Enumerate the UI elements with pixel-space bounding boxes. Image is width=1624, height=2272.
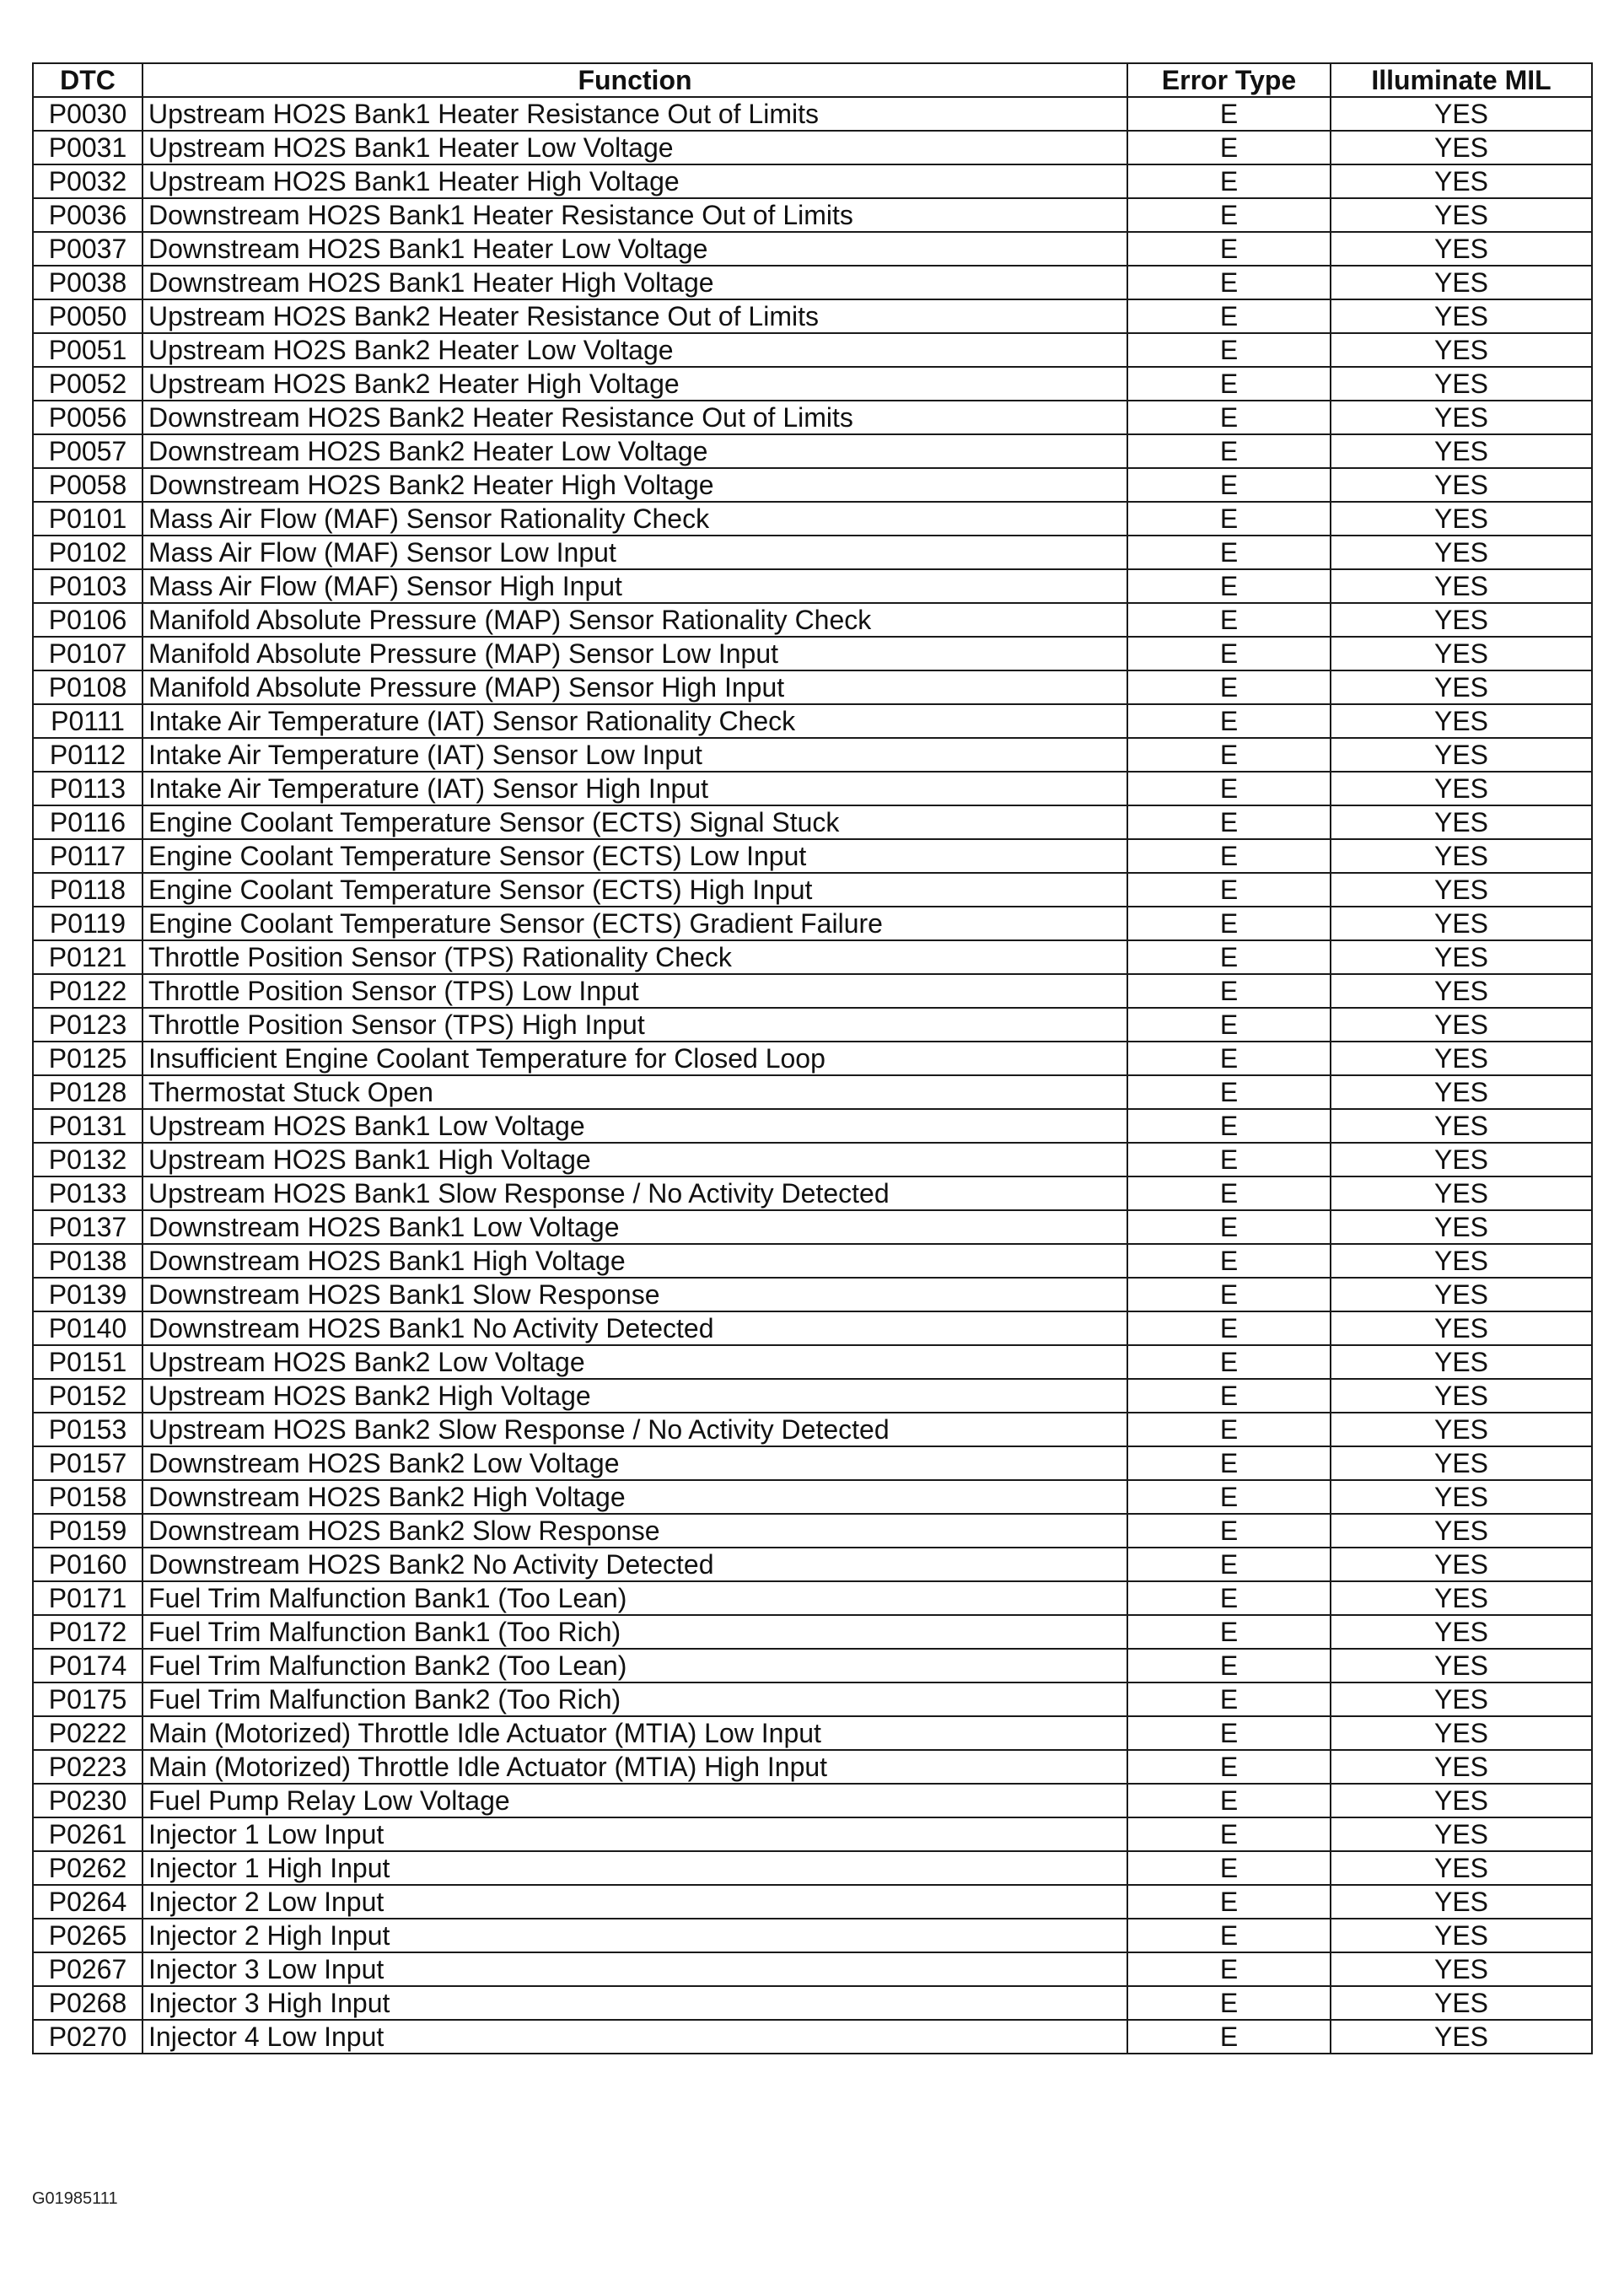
table-row (33, 266, 1592, 299)
dtc-cell: P0113 (33, 772, 143, 805)
header-dtc: DTC (33, 63, 143, 97)
dtc-cell: P0116 (33, 805, 143, 839)
header-function: Function (143, 63, 1127, 97)
illuminate-mil-cell: YES (1331, 1548, 1592, 1581)
illuminate-mil-cell: YES (1331, 1244, 1592, 1278)
table-row (33, 1278, 1592, 1311)
illuminate-mil-cell: YES (1331, 1109, 1592, 1143)
dtc-cell: P0131 (33, 1109, 143, 1143)
illuminate-mil-cell: YES (1331, 1919, 1592, 1952)
dtc-cell: P0157 (33, 1446, 143, 1480)
table-row (33, 1817, 1592, 1851)
function-cell: Fuel Trim Malfunction Bank1 (Too Lean) (143, 1581, 1127, 1615)
table-row (33, 1784, 1592, 1817)
function-cell: Downstream HO2S Bank2 Low Voltage (143, 1446, 1127, 1480)
error-type-cell: E (1127, 1278, 1331, 1311)
error-type-cell: E (1127, 401, 1331, 434)
function-cell: Engine Coolant Temperature Sensor (ECTS) Signal Stuck (143, 805, 1127, 839)
dtc-cell: P0030 (33, 97, 143, 131)
illuminate-mil-cell: YES (1331, 603, 1592, 637)
error-type-cell: E (1127, 1446, 1331, 1480)
dtc-cell: P0151 (33, 1345, 143, 1379)
dtc-cell: P0125 (33, 1042, 143, 1075)
dtc-cell: P0137 (33, 1210, 143, 1244)
illuminate-mil-cell: YES (1331, 873, 1592, 907)
error-type-cell: E (1127, 1817, 1331, 1851)
table-row (33, 434, 1592, 468)
table-row (33, 1649, 1592, 1682)
error-type-cell: E (1127, 333, 1331, 367)
illuminate-mil-cell: YES (1331, 198, 1592, 232)
error-type-cell: E (1127, 1042, 1331, 1075)
error-type-cell: E (1127, 569, 1331, 603)
function-cell: Downstream HO2S Bank1 No Activity Detected (143, 1311, 1127, 1345)
table-row (33, 1750, 1592, 1784)
figure-id: G01985111 (32, 2189, 118, 2208)
function-cell: Main (Motorized) Throttle Idle Actuator (MTIA) High Input (143, 1750, 1127, 1784)
dtc-cell: P0101 (33, 502, 143, 536)
table-row (33, 198, 1592, 232)
error-type-cell: E (1127, 1716, 1331, 1750)
table-row (33, 805, 1592, 839)
table-row (33, 1716, 1592, 1750)
function-cell: Downstream HO2S Bank1 Low Voltage (143, 1210, 1127, 1244)
illuminate-mil-cell: YES (1331, 164, 1592, 198)
illuminate-mil-cell: YES (1331, 907, 1592, 940)
error-type-cell: E (1127, 1851, 1331, 1885)
dtc-cell: P0140 (33, 1311, 143, 1345)
function-cell: Engine Coolant Temperature Sensor (ECTS) Low Input (143, 839, 1127, 873)
table-header-row (33, 63, 1592, 97)
function-cell: Upstream HO2S Bank2 High Voltage (143, 1379, 1127, 1413)
table-row (33, 299, 1592, 333)
dtc-table (32, 62, 1593, 2054)
table-row (33, 536, 1592, 569)
dtc-cell: P0267 (33, 1952, 143, 1986)
error-type-cell: E (1127, 1615, 1331, 1649)
illuminate-mil-cell: YES (1331, 974, 1592, 1008)
illuminate-mil-cell: YES (1331, 738, 1592, 772)
dtc-cell: P0174 (33, 1649, 143, 1682)
dtc-cell: P0038 (33, 266, 143, 299)
function-cell: Fuel Trim Malfunction Bank2 (Too Lean) (143, 1649, 1127, 1682)
table-row (33, 232, 1592, 266)
error-type-cell: E (1127, 164, 1331, 198)
dtc-cell: P0032 (33, 164, 143, 198)
dtc-cell: P0261 (33, 1817, 143, 1851)
dtc-cell: P0103 (33, 569, 143, 603)
table-row (33, 1345, 1592, 1379)
function-cell: Injector 3 Low Input (143, 1952, 1127, 1986)
function-cell: Downstream HO2S Bank2 Slow Response (143, 1514, 1127, 1548)
function-cell: Throttle Position Sensor (TPS) Low Input (143, 974, 1127, 1008)
table-row (33, 1480, 1592, 1514)
function-cell: Upstream HO2S Bank2 Heater Resistance Out of Limits (143, 299, 1127, 333)
function-cell: Main (Motorized) Throttle Idle Actuator (MTIA) Low Input (143, 1716, 1127, 1750)
dtc-cell: P0118 (33, 873, 143, 907)
table-row (33, 131, 1592, 164)
function-cell: Intake Air Temperature (IAT) Sensor Rationality Check (143, 704, 1127, 738)
table-row (33, 1952, 1592, 1986)
error-type-cell: E (1127, 670, 1331, 704)
dtc-cell: P0122 (33, 974, 143, 1008)
dtc-cell: P0119 (33, 907, 143, 940)
dtc-cell: P0112 (33, 738, 143, 772)
table-row (33, 704, 1592, 738)
function-cell: Upstream HO2S Bank2 Heater Low Voltage (143, 333, 1127, 367)
function-cell: Downstream HO2S Bank1 Heater Low Voltage (143, 232, 1127, 266)
illuminate-mil-cell: YES (1331, 1851, 1592, 1885)
function-cell: Throttle Position Sensor (TPS) High Input (143, 1008, 1127, 1042)
error-type-cell: E (1127, 198, 1331, 232)
error-type-cell: E (1127, 1581, 1331, 1615)
error-type-cell: E (1127, 1548, 1331, 1581)
dtc-cell: P0158 (33, 1480, 143, 1514)
illuminate-mil-cell: YES (1331, 1514, 1592, 1548)
dtc-cell: P0223 (33, 1750, 143, 1784)
function-cell: Thermostat Stuck Open (143, 1075, 1127, 1109)
illuminate-mil-cell: YES (1331, 637, 1592, 670)
function-cell: Engine Coolant Temperature Sensor (ECTS) Gradient Failure (143, 907, 1127, 940)
function-cell: Upstream HO2S Bank1 High Voltage (143, 1143, 1127, 1176)
table-row (33, 873, 1592, 907)
error-type-cell: E (1127, 131, 1331, 164)
dtc-cell: P0108 (33, 670, 143, 704)
function-cell: Manifold Absolute Pressure (MAP) Sensor Low Input (143, 637, 1127, 670)
dtc-cell: P0058 (33, 468, 143, 502)
function-cell: Mass Air Flow (MAF) Sensor Rationality Check (143, 502, 1127, 536)
function-cell: Downstream HO2S Bank1 Heater Resistance Out of Limits (143, 198, 1127, 232)
dtc-cell: P0031 (33, 131, 143, 164)
illuminate-mil-cell: YES (1331, 1210, 1592, 1244)
dtc-cell: P0132 (33, 1143, 143, 1176)
error-type-cell: E (1127, 805, 1331, 839)
table-row (33, 1682, 1592, 1716)
function-cell: Fuel Pump Relay Low Voltage (143, 1784, 1127, 1817)
table-row (33, 1109, 1592, 1143)
table-row (33, 637, 1592, 670)
table-row (33, 1244, 1592, 1278)
illuminate-mil-cell: YES (1331, 1952, 1592, 1986)
error-type-cell: E (1127, 266, 1331, 299)
table-row (33, 738, 1592, 772)
error-type-cell: E (1127, 299, 1331, 333)
error-type-cell: E (1127, 1784, 1331, 1817)
error-type-cell: E (1127, 1176, 1331, 1210)
illuminate-mil-cell: YES (1331, 1042, 1592, 1075)
table-row (33, 1042, 1592, 1075)
function-cell: Downstream HO2S Bank1 High Voltage (143, 1244, 1127, 1278)
function-cell: Downstream HO2S Bank2 No Activity Detected (143, 1548, 1127, 1581)
illuminate-mil-cell: YES (1331, 434, 1592, 468)
error-type-cell: E (1127, 637, 1331, 670)
dtc-cell: P0153 (33, 1413, 143, 1446)
error-type-cell: E (1127, 1750, 1331, 1784)
error-type-cell: E (1127, 1649, 1331, 1682)
dtc-cell: P0268 (33, 1986, 143, 2020)
table-row (33, 164, 1592, 198)
table-row (33, 1143, 1592, 1176)
table-row (33, 1919, 1592, 1952)
table-row (33, 907, 1592, 940)
dtc-cell: P0270 (33, 2020, 143, 2054)
table-row (33, 1615, 1592, 1649)
illuminate-mil-cell: YES (1331, 1413, 1592, 1446)
function-cell: Upstream HO2S Bank1 Heater Low Voltage (143, 131, 1127, 164)
table-row (33, 1885, 1592, 1919)
header-error-type: Error Type (1127, 63, 1331, 97)
dtc-cell: P0117 (33, 839, 143, 873)
function-cell: Intake Air Temperature (IAT) Sensor High Input (143, 772, 1127, 805)
error-type-cell: E (1127, 1109, 1331, 1143)
table-row (33, 940, 1592, 974)
dtc-cell: P0133 (33, 1176, 143, 1210)
table-row (33, 670, 1592, 704)
illuminate-mil-cell: YES (1331, 131, 1592, 164)
error-type-cell: E (1127, 536, 1331, 569)
illuminate-mil-cell: YES (1331, 1311, 1592, 1345)
illuminate-mil-cell: YES (1331, 940, 1592, 974)
function-cell: Upstream HO2S Bank1 Heater Resistance Out of Limits (143, 97, 1127, 131)
function-cell: Downstream HO2S Bank2 Heater High Voltage (143, 468, 1127, 502)
table-row (33, 1548, 1592, 1581)
error-type-cell: E (1127, 704, 1331, 738)
illuminate-mil-cell: YES (1331, 1986, 1592, 2020)
error-type-cell: E (1127, 2020, 1331, 2054)
dtc-cell: P0172 (33, 1615, 143, 1649)
error-type-cell: E (1127, 1311, 1331, 1345)
dtc-cell: P0102 (33, 536, 143, 569)
illuminate-mil-cell: YES (1331, 1278, 1592, 1311)
function-cell: Injector 1 High Input (143, 1851, 1127, 1885)
error-type-cell: E (1127, 1919, 1331, 1952)
illuminate-mil-cell: YES (1331, 1784, 1592, 1817)
illuminate-mil-cell: YES (1331, 1817, 1592, 1851)
function-cell: Upstream HO2S Bank1 Heater High Voltage (143, 164, 1127, 198)
function-cell: Upstream HO2S Bank1 Slow Response / No Activity Detected (143, 1176, 1127, 1210)
illuminate-mil-cell: YES (1331, 839, 1592, 873)
dtc-cell: P0057 (33, 434, 143, 468)
dtc-cell: P0160 (33, 1548, 143, 1581)
function-cell: Injector 4 Low Input (143, 2020, 1127, 2054)
illuminate-mil-cell: YES (1331, 1446, 1592, 1480)
function-cell: Downstream HO2S Bank2 Heater Low Voltage (143, 434, 1127, 468)
illuminate-mil-cell: YES (1331, 1615, 1592, 1649)
function-cell: Downstream HO2S Bank1 Heater High Voltage (143, 266, 1127, 299)
table-row (33, 1311, 1592, 1345)
dtc-cell: P0107 (33, 637, 143, 670)
error-type-cell: E (1127, 97, 1331, 131)
dtc-cell: P0128 (33, 1075, 143, 1109)
illuminate-mil-cell: YES (1331, 1176, 1592, 1210)
table-row (33, 333, 1592, 367)
error-type-cell: E (1127, 1885, 1331, 1919)
dtc-cell: P0111 (33, 704, 143, 738)
table-row (33, 1008, 1592, 1042)
error-type-cell: E (1127, 772, 1331, 805)
dtc-cell: P0106 (33, 603, 143, 637)
error-type-cell: E (1127, 1986, 1331, 2020)
function-cell: Injector 2 High Input (143, 1919, 1127, 1952)
table-row (33, 401, 1592, 434)
function-cell: Downstream HO2S Bank2 Heater Resistance Out of Limits (143, 401, 1127, 434)
table-row (33, 502, 1592, 536)
header-illuminate-mil: Illuminate MIL (1331, 63, 1592, 97)
table-row (33, 1379, 1592, 1413)
dtc-cell: P0138 (33, 1244, 143, 1278)
table-row (33, 468, 1592, 502)
illuminate-mil-cell: YES (1331, 1649, 1592, 1682)
error-type-cell: E (1127, 1952, 1331, 1986)
dtc-cell: P0052 (33, 367, 143, 401)
illuminate-mil-cell: YES (1331, 1682, 1592, 1716)
function-cell: Mass Air Flow (MAF) Sensor High Input (143, 569, 1127, 603)
function-cell: Downstream HO2S Bank2 High Voltage (143, 1480, 1127, 1514)
illuminate-mil-cell: YES (1331, 1750, 1592, 1784)
error-type-cell: E (1127, 940, 1331, 974)
error-type-cell: E (1127, 1379, 1331, 1413)
illuminate-mil-cell: YES (1331, 569, 1592, 603)
table-row (33, 97, 1592, 131)
error-type-cell: E (1127, 974, 1331, 1008)
dtc-cell: P0051 (33, 333, 143, 367)
table-row (33, 1075, 1592, 1109)
error-type-cell: E (1127, 502, 1331, 536)
illuminate-mil-cell: YES (1331, 1480, 1592, 1514)
error-type-cell: E (1127, 468, 1331, 502)
illuminate-mil-cell: YES (1331, 805, 1592, 839)
illuminate-mil-cell: YES (1331, 536, 1592, 569)
illuminate-mil-cell: YES (1331, 1345, 1592, 1379)
table-row (33, 839, 1592, 873)
table-row (33, 1581, 1592, 1615)
error-type-cell: E (1127, 434, 1331, 468)
illuminate-mil-cell: YES (1331, 1143, 1592, 1176)
function-cell: Manifold Absolute Pressure (MAP) Sensor High Input (143, 670, 1127, 704)
error-type-cell: E (1127, 1143, 1331, 1176)
error-type-cell: E (1127, 603, 1331, 637)
table-row (33, 2020, 1592, 2054)
function-cell: Injector 3 High Input (143, 1986, 1127, 2020)
dtc-cell: P0123 (33, 1008, 143, 1042)
error-type-cell: E (1127, 839, 1331, 873)
illuminate-mil-cell: YES (1331, 468, 1592, 502)
dtc-cell: P0171 (33, 1581, 143, 1615)
table-row (33, 1176, 1592, 1210)
function-cell: Manifold Absolute Pressure (MAP) Sensor Rationality Check (143, 603, 1127, 637)
table-row (33, 1851, 1592, 1885)
dtc-cell: P0050 (33, 299, 143, 333)
dtc-cell: P0264 (33, 1885, 143, 1919)
error-type-cell: E (1127, 1413, 1331, 1446)
table-row (33, 1210, 1592, 1244)
illuminate-mil-cell: YES (1331, 1008, 1592, 1042)
dtc-cell: P0230 (33, 1784, 143, 1817)
function-cell: Upstream HO2S Bank2 Low Voltage (143, 1345, 1127, 1379)
illuminate-mil-cell: YES (1331, 97, 1592, 131)
illuminate-mil-cell: YES (1331, 232, 1592, 266)
dtc-cell: P0056 (33, 401, 143, 434)
dtc-cell: P0175 (33, 1682, 143, 1716)
table-row (33, 367, 1592, 401)
function-cell: Engine Coolant Temperature Sensor (ECTS) High Input (143, 873, 1127, 907)
illuminate-mil-cell: YES (1331, 1075, 1592, 1109)
function-cell: Upstream HO2S Bank1 Low Voltage (143, 1109, 1127, 1143)
dtc-cell: P0265 (33, 1919, 143, 1952)
illuminate-mil-cell: YES (1331, 502, 1592, 536)
illuminate-mil-cell: YES (1331, 1716, 1592, 1750)
illuminate-mil-cell: YES (1331, 1379, 1592, 1413)
error-type-cell: E (1127, 232, 1331, 266)
table-row (33, 603, 1592, 637)
dtc-cell: P0139 (33, 1278, 143, 1311)
illuminate-mil-cell: YES (1331, 333, 1592, 367)
error-type-cell: E (1127, 738, 1331, 772)
table-row (33, 1413, 1592, 1446)
function-cell: Upstream HO2S Bank2 Slow Response / No Activity Detected (143, 1413, 1127, 1446)
dtc-cell: P0159 (33, 1514, 143, 1548)
error-type-cell: E (1127, 367, 1331, 401)
error-type-cell: E (1127, 873, 1331, 907)
illuminate-mil-cell: YES (1331, 2020, 1592, 2054)
dtc-cell: P0037 (33, 232, 143, 266)
error-type-cell: E (1127, 1210, 1331, 1244)
error-type-cell: E (1127, 1008, 1331, 1042)
function-cell: Intake Air Temperature (IAT) Sensor Low Input (143, 738, 1127, 772)
function-cell: Downstream HO2S Bank1 Slow Response (143, 1278, 1127, 1311)
function-cell: Injector 1 Low Input (143, 1817, 1127, 1851)
function-cell: Fuel Trim Malfunction Bank1 (Too Rich) (143, 1615, 1127, 1649)
illuminate-mil-cell: YES (1331, 401, 1592, 434)
error-type-cell: E (1127, 1480, 1331, 1514)
table-row (33, 974, 1592, 1008)
function-cell: Throttle Position Sensor (TPS) Rationality Check (143, 940, 1127, 974)
dtc-cell: P0222 (33, 1716, 143, 1750)
dtc-cell: P0121 (33, 940, 143, 974)
illuminate-mil-cell: YES (1331, 670, 1592, 704)
illuminate-mil-cell: YES (1331, 1885, 1592, 1919)
error-type-cell: E (1127, 1244, 1331, 1278)
error-type-cell: E (1127, 1075, 1331, 1109)
table-row (33, 1446, 1592, 1480)
error-type-cell: E (1127, 907, 1331, 940)
error-type-cell: E (1127, 1345, 1331, 1379)
table-row (33, 1986, 1592, 2020)
dtc-cell: P0262 (33, 1851, 143, 1885)
function-cell: Insufficient Engine Coolant Temperature for Closed Loop (143, 1042, 1127, 1075)
error-type-cell: E (1127, 1514, 1331, 1548)
illuminate-mil-cell: YES (1331, 367, 1592, 401)
error-type-cell: E (1127, 1682, 1331, 1716)
table-row (33, 569, 1592, 603)
table-row (33, 772, 1592, 805)
table-row (33, 1514, 1592, 1548)
dtc-cell: P0152 (33, 1379, 143, 1413)
function-cell: Upstream HO2S Bank2 Heater High Voltage (143, 367, 1127, 401)
illuminate-mil-cell: YES (1331, 772, 1592, 805)
illuminate-mil-cell: YES (1331, 299, 1592, 333)
illuminate-mil-cell: YES (1331, 266, 1592, 299)
function-cell: Mass Air Flow (MAF) Sensor Low Input (143, 536, 1127, 569)
table-body (33, 97, 1592, 2054)
illuminate-mil-cell: YES (1331, 1581, 1592, 1615)
dtc-cell: P0036 (33, 198, 143, 232)
illuminate-mil-cell: YES (1331, 704, 1592, 738)
function-cell: Fuel Trim Malfunction Bank2 (Too Rich) (143, 1682, 1127, 1716)
function-cell: Injector 2 Low Input (143, 1885, 1127, 1919)
